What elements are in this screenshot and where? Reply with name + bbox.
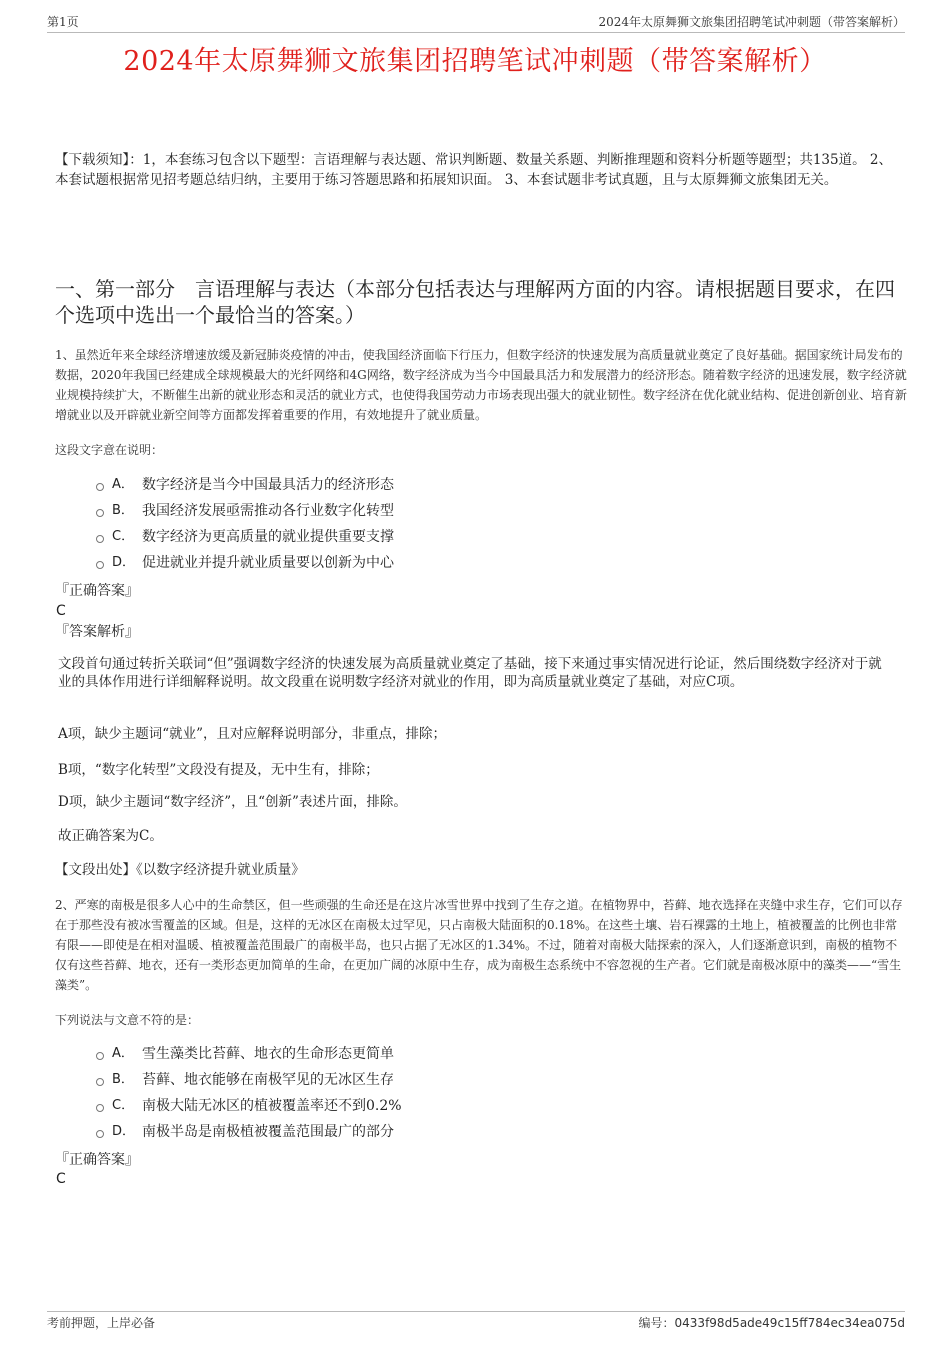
option-text: 苔藓、地衣能够在南极罕见的无冰区生存 — [142, 1072, 394, 1088]
download-notice: 【下载须知】：1，本套练习包含以下题型：言语理解与表达题、常识判断题、数量关系题、判断推理题和资料分析题等题型；共135道。 2、本套试题根据常见招考题总结归纳，主要用于练习答题思路和拓展知识面。 3、本套试题非考试真题，且与太原舞狮文旅集团无关。 — [55, 152, 892, 188]
radio-icon[interactable] — [96, 1104, 104, 1112]
question-1-source: 【文段出处】《以数字经济提升就业质量》 — [55, 862, 305, 878]
question-1-option-b[interactable] — [96, 498, 696, 524]
question-1-analysis-option-d: D项，缺少主题词“数字经济”，且“创新”表述片面，排除。 — [58, 794, 407, 810]
question-2-stem-block — [55, 1011, 907, 1029]
option-letter: A． — [112, 1046, 134, 1061]
option-text: 数字经济是当今中国最具活力的经济形态 — [142, 477, 394, 493]
question-1-stem: 这段文字意在说明： — [55, 443, 164, 457]
question-1-passage: 1、虽然近年来全球经济增速放缓及新冠肺炎疫情的冲击，使我国经济面临下行压力，但数字经济的快速发展为高质量就业奠定了良好基础。据国家统计局发布的数据，2020年我国已经建成全球规模最大的光纤网络和4G网络，数字经济成为当今中国最具活力和发展潜力的经济形态。随着数字经济的迅速发展，数字经济就业规模持续扩大，不断催生出新的就业形态和灵活的就业方式，也使得我国劳动力市场表现出强大的就业韧性。数字经济在优化就业结构、促进创新创业、培育新增就业以及开辟就业新空间等方面都发挥着重要的作用，有效地提升了就业质量。 — [55, 348, 908, 422]
question-2-options — [96, 1041, 696, 1145]
question-1-option-c[interactable] — [96, 524, 696, 550]
option-text: 雪生藻类比苔藓、地衣的生命形态更简单 — [142, 1046, 394, 1062]
question-2-option-b[interactable] — [96, 1067, 696, 1093]
section-heading: 一、第一部分 言语理解与表达（本部分包括表达与理解两方面的内容。请根据题目要求，在四个选项中选出一个最恰当的答案。） — [55, 277, 895, 327]
option-text: 南极半岛是南极植被覆盖范围最广的部分 — [142, 1124, 394, 1140]
document-code — [639, 1313, 905, 1333]
question-1-option-a[interactable] — [96, 472, 696, 498]
footer-slogan: 考前押题，上岸必备 — [47, 1316, 156, 1330]
page-footer — [47, 1311, 905, 1332]
radio-icon[interactable] — [96, 1078, 104, 1086]
option-letter: C． — [112, 1098, 135, 1113]
option-letter: B． — [112, 503, 134, 518]
radio-icon[interactable] — [96, 535, 104, 543]
radio-icon[interactable] — [96, 483, 104, 491]
option-letter: C． — [112, 529, 135, 544]
radio-icon[interactable] — [96, 1052, 104, 1060]
document-title: 2024年太原舞狮文旅集团招聘笔试冲刺题（带答案解析） — [123, 46, 827, 77]
question-2-correct-answer: C — [56, 1171, 66, 1187]
option-text: 我国经济发展亟需推动各行业数字化转型 — [142, 503, 394, 519]
radio-icon[interactable] — [96, 561, 104, 569]
question-2-option-c[interactable] — [96, 1093, 696, 1119]
question-2-option-d[interactable] — [96, 1119, 696, 1145]
option-text: 促进就业并提升就业质量要以创新为中心 — [142, 555, 394, 571]
question-1-analysis-conclusion: 故正确答案为C。 — [58, 828, 163, 844]
question-1-analysis-label: 『答案解析』 — [55, 624, 139, 640]
page-header — [47, 12, 905, 33]
question-1-analysis-option-a: A项，缺少主题词“就业”，且对应解释说明部分，非重点，排除； — [58, 726, 447, 742]
question-1-analysis-summary: 文段首句通过转折关联词“但”强调数字经济的快速发展为高质量就业奠定了基础，接下来通过事实情况进行论证，然后围绕数字经济对于就业的具体作用进行详细解释说明。故文段重在说明数字经济对就业的作用，即为高质量就业奠定了基础，对应C项。 — [58, 656, 882, 690]
option-letter: D． — [112, 1124, 136, 1139]
question-2-option-a[interactable] — [96, 1041, 696, 1067]
question-1-correct-answer-label: 『正确答案』 — [55, 583, 139, 599]
question-2-stem: 下列说法与文意不符的是： — [55, 1013, 200, 1027]
question-1-option-d[interactable] — [96, 550, 696, 576]
question-1-analysis-option-b: B项，“数字化转型”文段没有提及，无中生有，排除； — [58, 762, 379, 778]
question-2-correct-answer-label: 『正确答案』 — [55, 1152, 139, 1168]
option-text: 数字经济为更高质量的就业提供重要支撑 — [142, 529, 394, 545]
option-text: 南极大陆无冰区的植被覆盖率还不到0.2% — [142, 1098, 402, 1114]
document-code-label: 编号： — [638, 1316, 675, 1330]
option-letter: D． — [112, 555, 136, 570]
question-1-correct-answer: C — [56, 603, 66, 619]
question-1-stem-block — [55, 441, 907, 459]
page-number: 第1页 — [47, 15, 79, 29]
question-1-passage-block — [55, 345, 907, 425]
running-title: 2024年太原舞狮文旅集团招聘笔试冲刺题（带答案解析） — [598, 15, 905, 29]
radio-icon[interactable] — [96, 509, 104, 517]
question-2-passage: 2、严寒的南极是很多人心中的生命禁区，但一些顽强的生命还是在这片冰雪世界中找到了生存之道。在植物界中，苔藓、地衣选择在夹缝中求生存，它们可以存在于那些没有被冰雪覆盖的区域。但是，这样的无冰区在南极太过罕见，只占南极大陆面积的0.18%。在这些土壤、岩石裸露的土地上，植被覆盖的比例也非常有限——即使是在相对温暖、植被覆盖范围最广的南极半岛，也只占据了无冰区的1.34%。不过，随着对南极大陆探索的深入，人们逐渐意识到，南极的植物不仅有这些苔藓、地衣，还有一类形态更加简单的生命，在更加广阔的冰原中生存，成为南极生态系统中不容忽视的生产者。它们就是南极冰原中的藻类——“雪生藻类”。 — [55, 898, 903, 992]
option-letter: A． — [112, 477, 134, 492]
question-2-passage-block — [55, 895, 907, 995]
question-1-options — [96, 472, 696, 576]
radio-icon[interactable] — [96, 1130, 104, 1138]
document-code-value: 0433f98d5ade49c15ff784ec34ea075d — [674, 1316, 905, 1330]
option-letter: B． — [112, 1072, 134, 1087]
